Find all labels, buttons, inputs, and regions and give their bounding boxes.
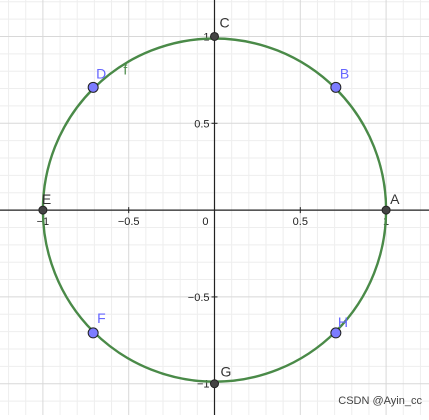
point-label-d: D [96,65,107,82]
point-label-e: E [41,191,52,208]
y-tick-label: 0.5 [194,118,210,131]
point-label-c: C [219,14,230,31]
point-f [88,328,98,338]
point-d [88,82,98,92]
x-tick-label: 1 [383,216,390,229]
point-label-b: B [339,65,350,82]
x-tick-label: −0.5 [117,216,140,229]
point-label-h: H [337,313,348,330]
y-tick-label: −0.5 [187,291,210,304]
point-g [211,380,219,388]
watermark-text: CSDN @Ayin_cc [338,395,422,407]
point-label-a: A [390,191,400,208]
origin-label: 0 [202,216,209,229]
y-tick-label: −1 [196,378,210,391]
point-c [211,32,219,40]
point-b [331,82,341,92]
curve-label: f [123,61,128,78]
point-label-g: G [220,363,232,380]
point-label-f: F [97,309,106,326]
y-tick-label: 1 [203,31,210,44]
point-a [382,206,390,214]
x-tick-label: −1 [36,216,50,229]
point-e [39,206,47,214]
x-tick-label: 0.5 [292,216,308,229]
